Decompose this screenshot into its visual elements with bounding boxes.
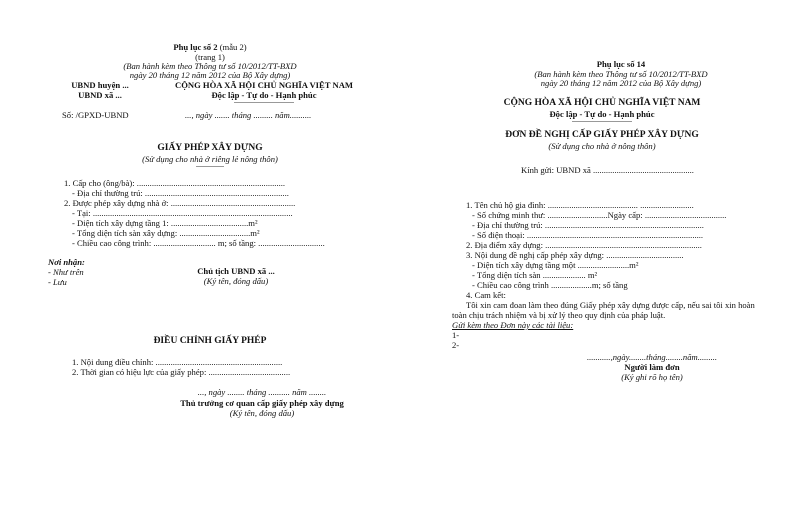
right-form-title: ĐƠN ĐỀ NGHỊ CẤP GIẤY PHÉP XÂY DỰNG — [505, 130, 699, 140]
left-document-number: Số: /GPXD-UBND — [62, 110, 129, 120]
left-adjust-date: ..., ngày ........ tháng .......... năm ........ — [197, 387, 327, 397]
left-appendix-title: Phụ lục số 2 — [173, 42, 218, 52]
right-commitment-line-1: Tôi xin cam đoan làm theo đúng Giấy phép xây dựng được cấp, nếu sai tôi xin hoàn — [466, 300, 755, 310]
left-title-divider — [196, 166, 224, 167]
left-permit-subtitle: (Sử dụng cho nhà ở riêng lẻ nông thôn) — [142, 154, 278, 164]
right-applicant-sign-note: (Ký ghi rõ họ tên) — [621, 372, 683, 382]
left-appendix-heading — [173, 42, 246, 52]
right-addressee: Kính gửi: UBND xã ............................................... — [521, 165, 694, 175]
left-adjust-title: ĐIỀU CHỈNH GIẤY PHÉP — [153, 336, 267, 346]
left-issued-by: (Ban hành kèm theo Thông tư số 10/2012/TT-BXD — [123, 61, 297, 71]
left-commune: UBND xã ... — [78, 90, 122, 100]
left-body-line: 2. Được phép xây dựng nhà ở: .......................................................... — [64, 198, 296, 208]
right-body-line: - Chiều cao công trình ...................m; số tầng — [472, 280, 628, 290]
right-issued-by: (Ban hành kèm theo Thông tư số 10/2012/TT-BXD — [534, 69, 708, 79]
right-body-line: - Số điện thoại: .................................................................................. — [472, 230, 704, 240]
right-attachment-item: 2- — [452, 340, 460, 350]
left-adjust-item: 2. Thời gian có hiệu lực của giấy phép: ...................................... — [72, 367, 291, 377]
left-date-line: ..., ngày ....... tháng ......... năm.......... — [185, 110, 312, 120]
left-recipient-item: - Như trên — [48, 267, 84, 277]
right-commitment-line-2: toàn chịu trách nhiệm và bị xử lý theo quy định của pháp luật. — [452, 310, 666, 320]
left-authority-title: Thủ trưởng cơ quan cấp giấy phép xây dựng — [180, 398, 344, 408]
right-form-subtitle: (Sử dụng cho nhà ở nông thôn) — [548, 141, 656, 151]
left-recipient-item: - Lưu — [48, 277, 67, 287]
right-applicant-title: Người làm đơn — [624, 362, 680, 372]
left-motto: Độc lập - Tự do - Hạnh phúc — [211, 90, 317, 100]
left-recipients-label: Nơi nhận: — [48, 257, 85, 267]
right-body-line: 3. Nội dung đề nghị cấp phép xây dựng: .................................... — [466, 250, 684, 260]
right-body-line: 2. Địa điểm xây dựng: ......................................................................... — [466, 240, 702, 250]
left-body-line: - Chiều cao công trình: ............................. m; số tầng: ............................... — [72, 238, 325, 248]
right-body-line: - Số chứng minh thư: ............................Ngày cấp: ...................................... — [472, 210, 727, 220]
left-chair-sign-note: (Ký tên, đóng dấu) — [203, 276, 269, 286]
left-country-name: CỘNG HÒA XÃ HỘI CHỦ NGHĨA VIỆT NAM — [174, 80, 354, 90]
right-appendix-title: Phụ lục số 14 — [596, 59, 646, 69]
right-issued-date: ngày 20 tháng 12 năm 2012 của Bộ Xây dựng) — [540, 78, 702, 88]
left-body-line: - Diện tích xây dựng tầng 1: ....................................m² — [72, 218, 258, 228]
right-body-line: - Tổng diện tích sàn .................... m² — [472, 270, 598, 280]
right-body-line: 1. Tên chủ hộ gia đình: .......................................... ......................... — [466, 200, 694, 210]
left-issued-date: ngày 20 tháng 12 năm 2012 của Bộ Xây dựng) — [129, 70, 291, 80]
left-chair-title: Chủ tịch UBND xã ... — [197, 266, 275, 276]
left-motto-divider — [234, 102, 294, 103]
right-date-line: ...........,ngày........tháng........năm......... — [586, 352, 718, 362]
right-country-name: CỘNG HÒA XÃ HỘI CHỦ NGHĨA VIỆT NAM — [503, 98, 701, 108]
left-authority-sign-note: (Ký tên, đóng dấu) — [229, 408, 295, 418]
right-motto: Độc lập - Tự do - Hạnh phúc — [549, 109, 655, 119]
right-attachments-label: Gửi kèm theo Đơn này các tài liệu: — [452, 320, 574, 330]
left-page-note: (trang 1) — [195, 52, 225, 62]
right-body-line: - Diện tích xây dựng tầng một ........................m² — [472, 260, 639, 270]
left-adjust-item: 1. Nội dung điều chỉnh: ........................................................... — [72, 357, 283, 367]
left-district: UBND huyện ... — [71, 80, 129, 90]
left-appendix-sub: (mẫu 2) — [219, 42, 247, 52]
left-body-line: - Tại: ............................................................................................. — [72, 208, 293, 218]
right-body-line: - Địa chỉ thường trú: .......................................................................... — [472, 220, 704, 230]
left-body-line: - Địa chỉ thường trú: ................................................................... — [72, 188, 289, 198]
right-attachment-item: 1- — [452, 330, 460, 340]
left-body-line: - Tổng diện tích sàn xây dựng: .................................m² — [72, 228, 260, 238]
right-motto-divider — [572, 121, 632, 122]
left-body-line: 1. Cấp cho (ông/bà): ..................................................................... — [64, 178, 286, 188]
left-permit-title: GIẤY PHÉP XÂY DỰNG — [157, 143, 263, 153]
right-body-line: 4. Cam kết: — [466, 290, 506, 300]
